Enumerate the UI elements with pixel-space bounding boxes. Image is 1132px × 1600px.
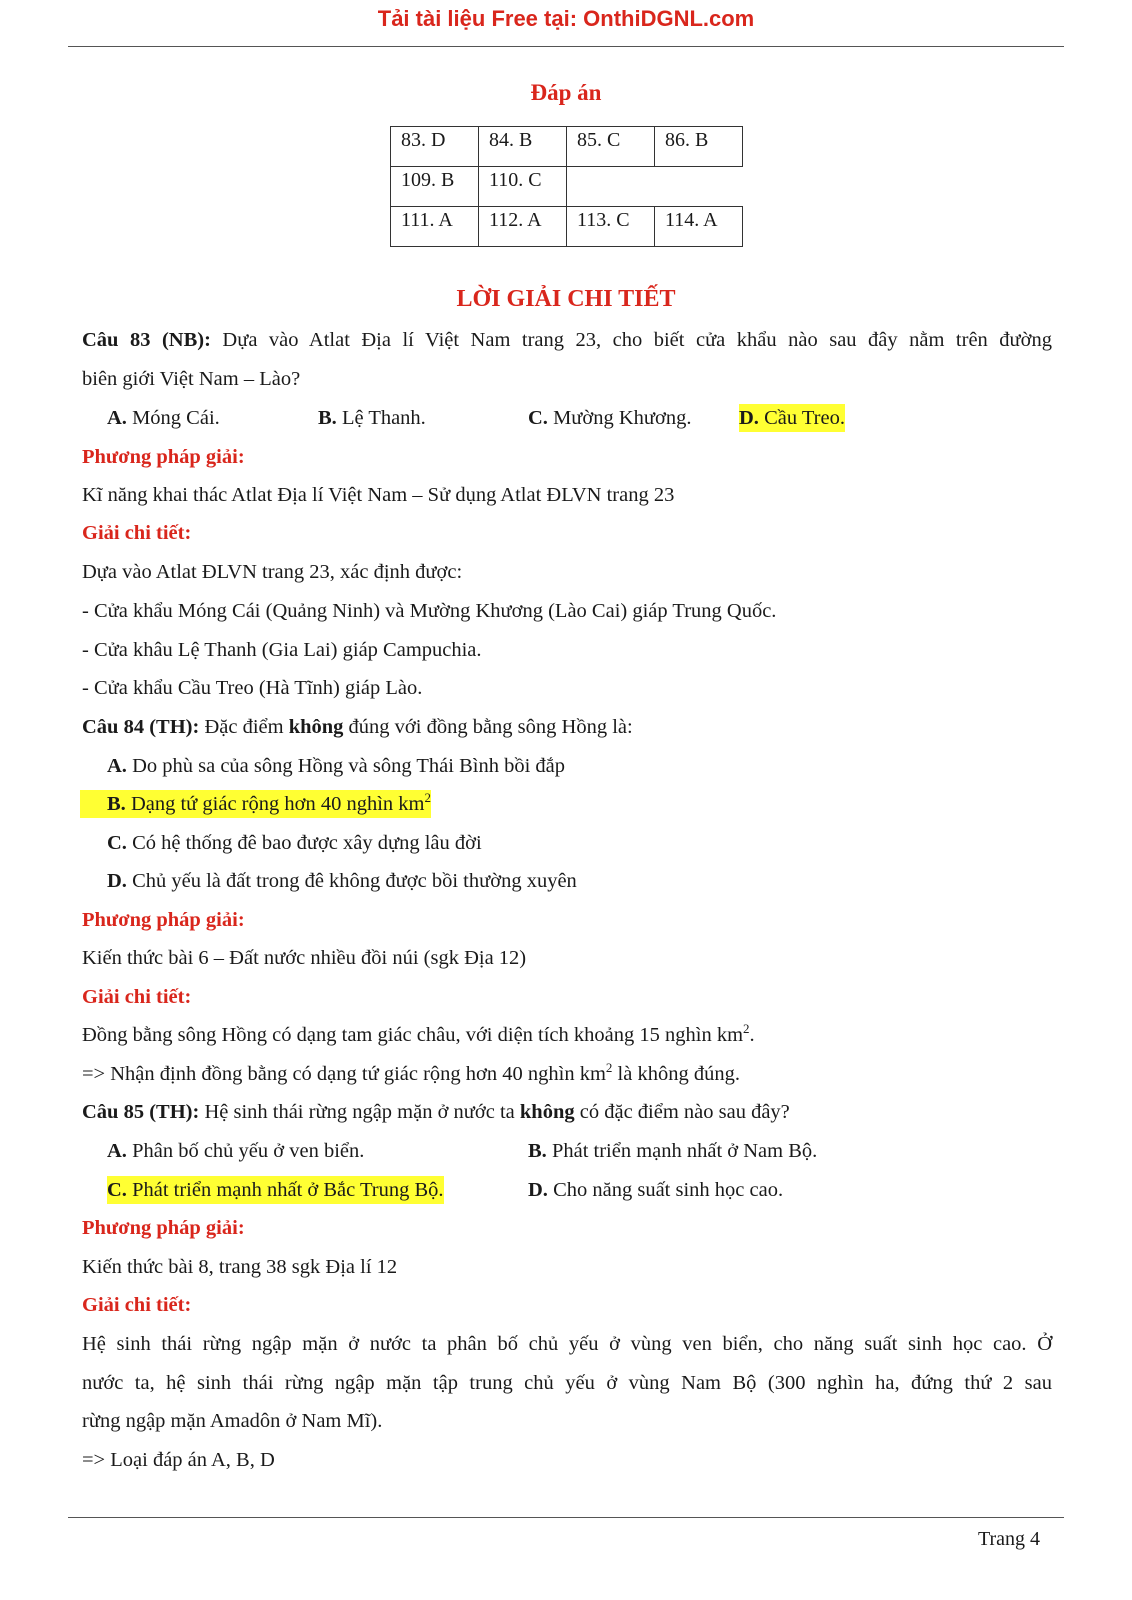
q84-option-a: A. Do phù sa của sông Hồng và sông Thái Bình bồi đắp (107, 755, 565, 777)
q83-detail-line: - Cửa khẩu Móng Cái (Quảng Ninh) và Mường Khương (Lào Cai) giáp Trung Quốc. (82, 600, 777, 622)
q83-label: Câu 83 (NB): (82, 329, 211, 351)
table-row (391, 207, 743, 247)
table-cell: 83. D (391, 127, 479, 167)
q85-method-label: Phương pháp giải: (82, 1217, 245, 1239)
site-header[interactable]: Tải tài liệu Free tại: OnthiDGNL.com (377, 6, 755, 31)
q85-option-c-correct: C. Phát triển mạnh nhất ở Bắc Trung Bộ. (107, 1176, 444, 1204)
table-cell: 86. B (655, 127, 743, 167)
table-row (391, 167, 743, 207)
q84-option-c: C. Có hệ thống đê bao được xây dựng lâu đời (107, 832, 482, 854)
q83-question-cont: biên giới Việt Nam – Lào? (82, 368, 301, 390)
table-cell: 110. C (479, 167, 567, 207)
q83-option-d-correct: D. Cầu Treo. (739, 404, 845, 432)
table-cell: 85. C (567, 127, 655, 167)
q84-option-b-correct: B. Dạng tứ giác rộng hơn 40 nghìn $km^2$ (80, 790, 431, 818)
q83-detail-label: Giải chi tiết: (82, 522, 192, 544)
answer-table (390, 126, 743, 247)
q84-detail-line: Đồng bằng sông Hồng có dạng tam giác châu, với diện tích khoảng 15 nghìn $km^2$. (82, 1021, 755, 1046)
q83-detail-line: Dựa vào Atlat ĐLVN trang 23, xác định được: (82, 561, 463, 583)
q85-option-b: B. Phát triển mạnh nhất ở Nam Bộ. (528, 1140, 818, 1162)
page-number: Trang 4 (977, 1528, 1040, 1550)
q83-detail-line: - Cửa khẩu Cầu Treo (Hà Tĩnh) giáp Lào. (82, 677, 423, 699)
q84-method: Kiến thức bài 6 – Đất nước nhiều đồi núi (sgk Địa 12) (82, 947, 527, 969)
table-cell-empty (655, 167, 743, 207)
q83-method: Kĩ năng khai thác Atlat Địa lí Việt Nam – Sử dụng Atlat ĐLVN trang 23 (82, 484, 675, 506)
q85-detail-label: Giải chi tiết: (82, 1294, 192, 1316)
table-cell: 112. A (479, 207, 567, 247)
q83-option-a: A. Móng Cái. (107, 407, 220, 429)
q83-option-c: C. Mường Khương. (528, 407, 692, 429)
table-row (391, 127, 743, 167)
q83-question (82, 326, 1052, 354)
q85-conclusion: => Loại đáp án A, B, D (82, 1449, 275, 1471)
table-cell: 113. C (567, 207, 655, 247)
q84-option-d: D. Chủ yếu là đất trong đê không được bồi thường xuyên (107, 870, 577, 892)
table-cell-empty (567, 167, 655, 207)
q83-text: Dựa vào Atlat Địa lí Việt Nam trang 23, cho biết cửa khẩu nào sau đây nằm trên đường (210, 329, 1053, 351)
q85-detail-line: Hệ sinh thái rừng ngập mặn ở nước ta phân bố chủ yếu ở vùng ven biển, cho năng suất sinh học cao. Ở (82, 1333, 1052, 1355)
header-divider (68, 46, 1064, 47)
table-cell: 114. A (655, 207, 743, 247)
q85-option-a: A. Phân bố chủ yếu ở ven biển. (107, 1140, 365, 1162)
q84-method-label: Phương pháp giải: (82, 909, 245, 931)
q85-detail-line: nước ta, hệ sinh thái rừng ngập mặn tập trung chủ yếu ở vùng Nam Bộ (300 nghìn ha, đứng thứ 2 sau (82, 1372, 1052, 1394)
q85-question: Câu 85 (TH): Hệ sinh thái rừng ngập mặn ở nước ta không có đặc điểm nào sau đây? (82, 1101, 790, 1123)
q84-detail-label: Giải chi tiết: (82, 986, 192, 1008)
q85-method: Kiến thức bài 8, trang 38 sgk Địa lí 12 (82, 1256, 398, 1278)
q83-method-label: Phương pháp giải: (82, 446, 245, 468)
solutions-title: LỜI GIẢI CHI TIẾT (456, 286, 676, 312)
q85-option-d: D. Cho năng suất sinh học cao. (528, 1179, 784, 1201)
table-cell: 109. B (391, 167, 479, 207)
answers-title: Đáp án (530, 80, 602, 105)
q83-detail-line: - Cửa khâu Lệ Thanh (Gia Lai) giáp Campuchia. (82, 639, 482, 661)
q84-detail-line: => Nhận định đồng bằng có dạng tứ giác rộng hơn 40 nghìn $km^2$ là không đúng. (82, 1060, 740, 1085)
q83-option-b: B. Lệ Thanh. (318, 407, 426, 429)
q85-detail-line: rừng ngập mặn Amadôn ở Nam Mĩ). (82, 1410, 383, 1432)
footer-divider (68, 1517, 1064, 1518)
table-cell: 111. A (391, 207, 479, 247)
table-cell: 84. B (479, 127, 567, 167)
q84-question: Câu 84 (TH): Đặc điểm không đúng với đồng bằng sông Hồng là: (82, 716, 633, 738)
